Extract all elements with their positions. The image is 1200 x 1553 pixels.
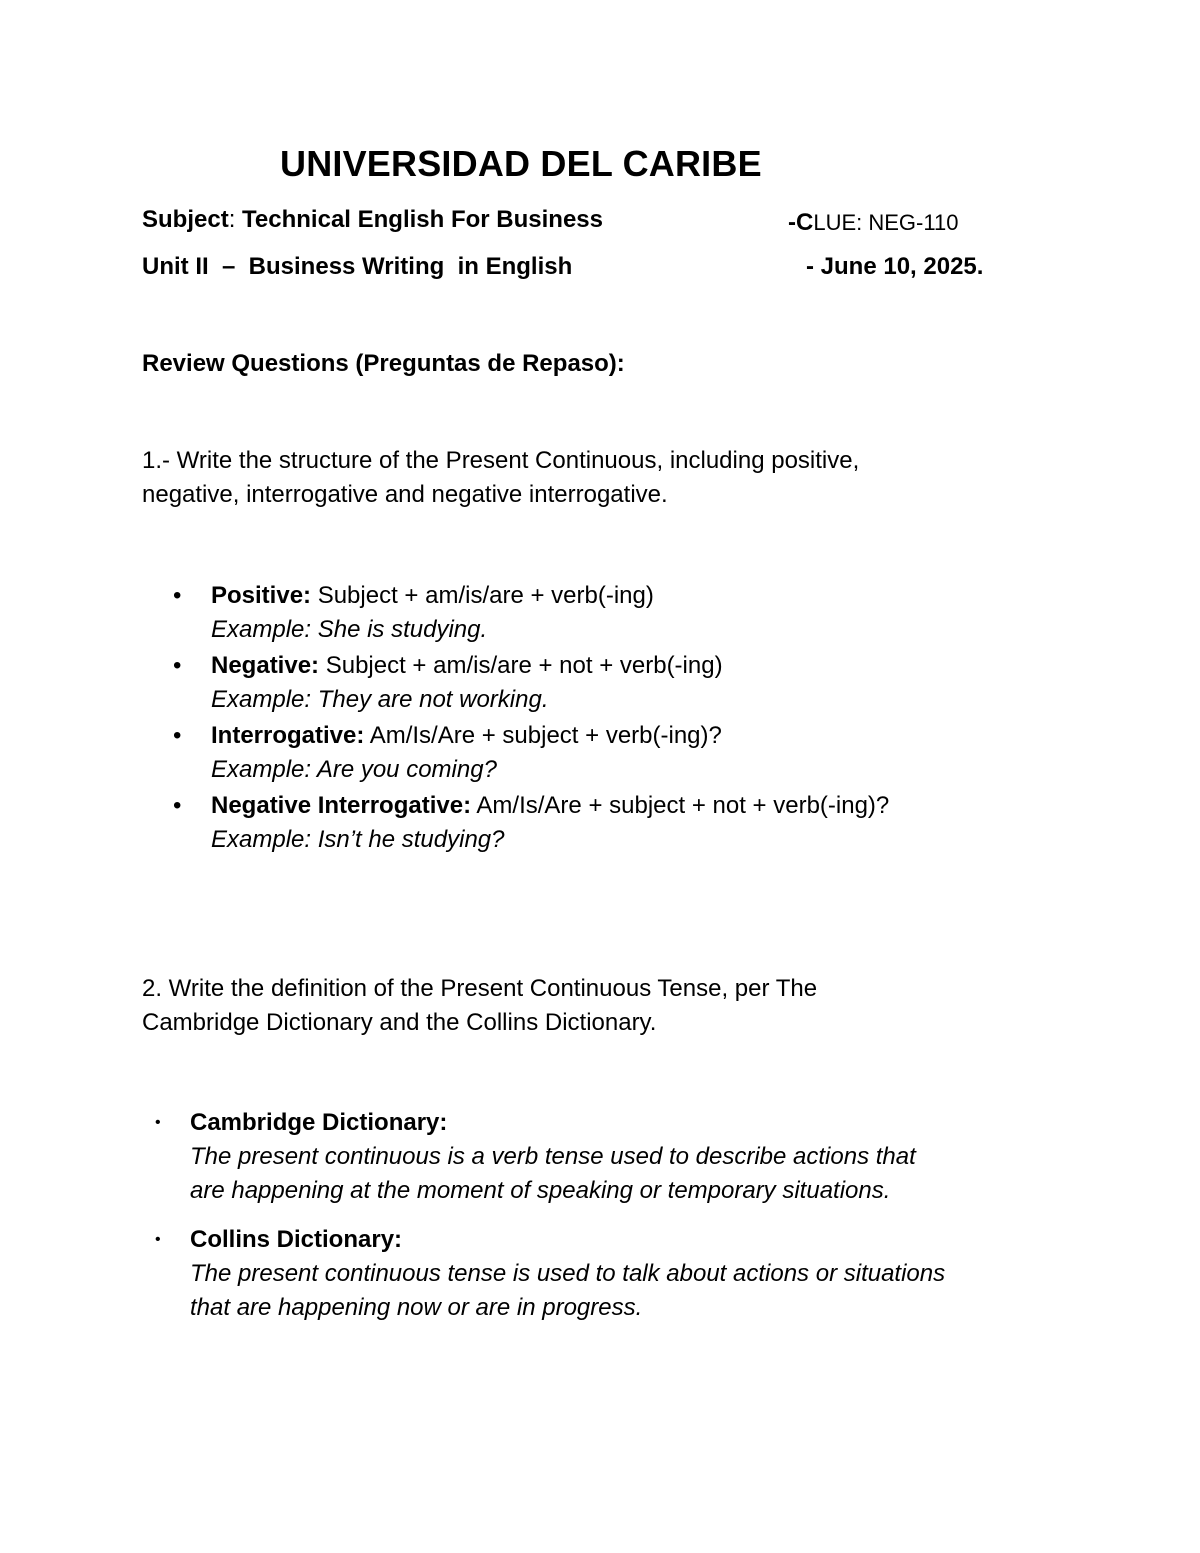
item-text: Am/Is/Are + subject + not + verb(-ing)? — [471, 792, 890, 819]
clue-value: LUE: NEG-110 — [813, 210, 959, 235]
list-item-negative — [211, 649, 723, 683]
example-negative: Example: They are not working. — [211, 686, 549, 713]
subject-label: Subject — [142, 206, 229, 233]
example-interrogative: Example: Are you coming? — [211, 756, 497, 783]
cambridge-definition-line-1: The present continuous is a verb tense used to describe actions that — [190, 1143, 916, 1170]
item-label: Negative: — [211, 652, 320, 679]
item-label: Negative Interrogative: — [211, 792, 472, 819]
list-item-negative-interrogative-bullet: • — [173, 792, 182, 819]
subject-value: Technical English For Business — [242, 206, 604, 233]
item-label: Positive: — [211, 582, 312, 609]
clue-code — [788, 209, 958, 237]
cambridge-definition-line-2: are happening at the moment of speaking or temporary situations. — [190, 1177, 891, 1204]
collins-bullet: • — [155, 1231, 161, 1248]
list-item-negative-bullet: • — [173, 652, 182, 679]
question-2-line-2: Cambridge Dictionary and the Collins Dictionary. — [142, 1009, 657, 1036]
collins-definition-line-1: The present continuous tense is used to talk about actions or situations — [190, 1260, 946, 1287]
item-text: Am/Is/Are + subject + verb(-ing)? — [364, 722, 722, 749]
clue-prefix: -C — [788, 209, 814, 236]
question-1-line-1: 1.- Write the structure of the Present Continuous, including positive, — [142, 447, 860, 474]
cambridge-label: Cambridge Dictionary: — [190, 1109, 448, 1136]
list-item-interrogative — [211, 719, 722, 753]
item-text: Subject + am/is/are + not + verb(-ing) — [319, 652, 723, 679]
collins-definition-line-2: that are happening now or are in progress. — [190, 1294, 643, 1321]
subject-colon: : — [228, 206, 236, 233]
university-title: UNIVERSIDAD DEL CARIBE — [280, 143, 762, 184]
cambridge-bullet: • — [155, 1114, 161, 1131]
item-text: Subject + am/is/are + verb(-ing) — [311, 582, 654, 609]
list-item-interrogative-bullet: • — [173, 722, 182, 749]
collins-label: Collins Dictionary: — [190, 1226, 403, 1253]
example-positive: Example: She is studying. — [211, 616, 488, 643]
item-label: Interrogative: — [211, 722, 365, 749]
list-item-positive — [211, 579, 654, 613]
example-negative-interrogative: Example: Isn’t he studying? — [211, 826, 505, 853]
list-item-negative-interrogative — [211, 789, 889, 823]
question-1-line-2: negative, interrogative and negative interrogative. — [142, 481, 668, 508]
question-2-line-1: 2. Write the definition of the Present Continuous Tense, per The — [142, 975, 818, 1002]
review-heading: Review Questions (Preguntas de Repaso): — [142, 350, 625, 377]
subject-line — [142, 206, 603, 234]
unit-line: Unit II – Business Writing in English — [142, 253, 573, 280]
list-item-positive-bullet: • — [173, 582, 182, 609]
date-line: - June 10, 2025. — [806, 253, 984, 280]
